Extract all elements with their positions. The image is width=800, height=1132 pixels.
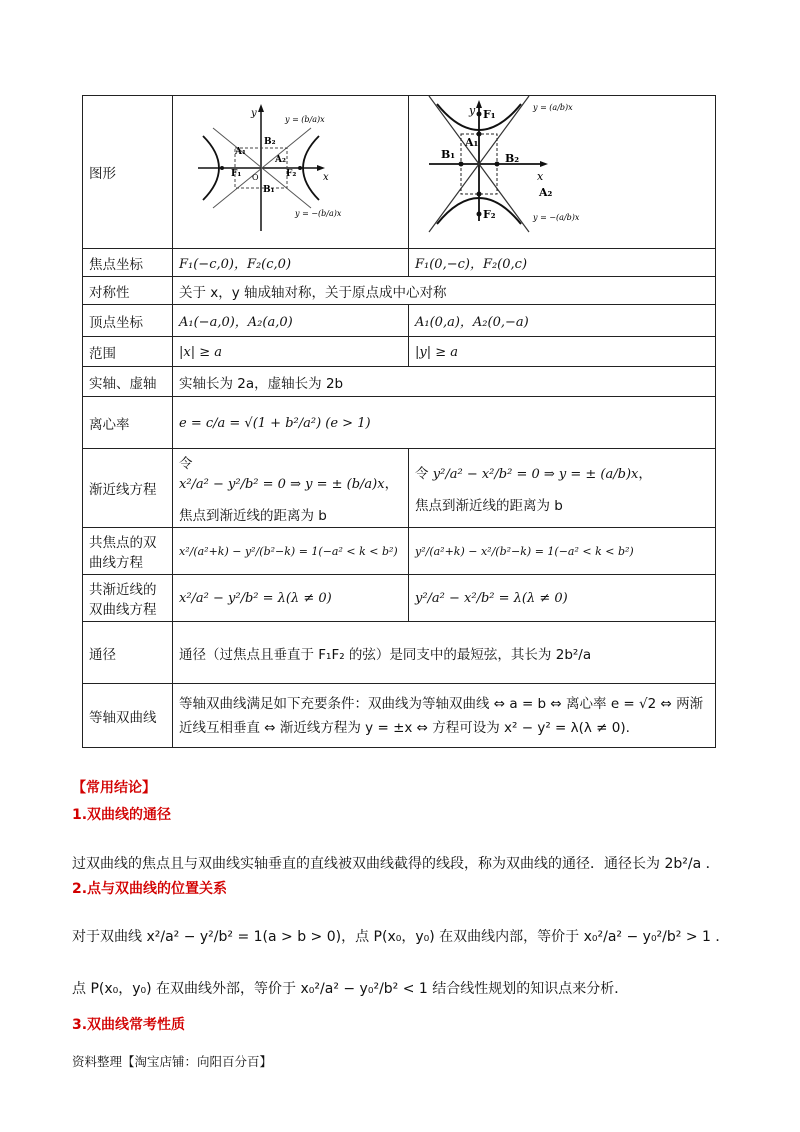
latus-text: 通径（过焦点且垂直于 F₁F₂ 的弦）是同支中的最短弦，其长为 2b²/a: [173, 622, 716, 684]
graph-label-F2: F₂: [483, 208, 496, 221]
row-symmetry: [83, 277, 716, 305]
graph-label-F1: F₁: [231, 169, 242, 179]
asymptote-right-prefix: 令: [415, 466, 429, 482]
label-latus: 通径: [83, 622, 173, 684]
section-2-line-2: 点 P(x₀，y₀) 在双曲线外部，等价于 x₀²/a² − y₀²/b² < 1 结合线性规划的知识点来分析．: [72, 981, 629, 997]
asymptote-left-distance: 焦点到渐近线的距离为 b: [179, 508, 327, 524]
axes-text: 实轴长为 2a，虚轴长为 2b: [173, 367, 716, 397]
range-right: |y| ≥ a: [415, 344, 459, 360]
label-asymptote: 渐近线方程: [83, 449, 173, 528]
label-symmetry: 对称性: [83, 277, 173, 305]
label-axes: 实轴、虚轴: [83, 367, 173, 397]
foci-right: F₁(0,−c)，F₂(0,c): [415, 257, 528, 272]
foci-left: F₁(−c,0)，F₂(c,0): [179, 257, 292, 272]
asymptote-right-distance: 焦点到渐近线的距离为 b: [415, 498, 563, 514]
graph-label-F2: F₂: [286, 169, 297, 179]
conclusions-heading: 【常用结论】: [72, 780, 156, 796]
graph-label-x: x: [323, 172, 329, 183]
eccentricity-formula: e = c/a = √(1 + b²/a²) (e > 1): [179, 415, 371, 431]
label-foci: 焦点坐标: [83, 249, 173, 277]
row-coasymptote: [83, 575, 716, 622]
row-vertices: [83, 305, 716, 337]
graph-label-B1: B₁: [263, 185, 275, 195]
graph-label-F1: F₁: [483, 108, 496, 121]
label-equilateral: 等轴双曲线: [83, 684, 173, 748]
graph-label-y: y: [251, 108, 257, 119]
row-cofocal: [83, 528, 716, 575]
graph-label-y: y: [469, 104, 476, 117]
vertices-right: A₁(0,a)，A₂(0,−a): [415, 315, 529, 330]
graph-label-A1: A₁: [235, 147, 246, 157]
section-2-line-1: 对于双曲线 x²/a² − y²/b² = 1(a > b > 0)，点 P(x₀，y₀) 在双曲线内部，等价于 x₀²/a² − y₀²/b² > 1 ．: [72, 929, 730, 945]
row-figure: [83, 96, 716, 249]
graph-asymptote-bottom: y = −(b/a)x: [295, 209, 342, 218]
row-eccentricity: [83, 397, 716, 449]
asymptote-left-formula: x²/a² − y²/b² = 0 ⇒ y = ± (b/a)x: [179, 477, 385, 492]
asymptote-right-cell: 令 y²/a² − x²/b² = 0 ⇒ y = ± (a/b)x， 焦点到渐近线的距离为 b: [409, 449, 716, 528]
section-1-text: 过双曲线的焦点且与双曲线实轴垂直的直线被双曲线截得的线段，称为双曲线的通径．通径长为 2b²/a ．: [72, 856, 720, 872]
section-3-title: 3.双曲线常考性质: [72, 1017, 186, 1033]
graph-asymptote-bottom: y = −(a/b)x: [533, 213, 580, 222]
graph-label-A2: A₂: [275, 155, 286, 165]
label-vertices: 顶点坐标: [83, 305, 173, 337]
graph-asymptote-top: y = (a/b)x: [533, 103, 573, 112]
label-range: 范围: [83, 337, 173, 367]
row-latus: [83, 622, 716, 684]
graph-asymptote-top: y = (b/a)x: [285, 115, 325, 124]
coasymptote-left: x²/a² − y²/b² = λ(λ ≠ 0): [179, 591, 332, 606]
asymptote-left-cell: 令 x²/a² − y²/b² = 0 ⇒ y = ± (b/a)x， 焦点到渐近线的距离为 b: [173, 449, 409, 528]
graph-vertical-hyperbola: [409, 96, 716, 249]
graph-label-A2: A₂: [539, 186, 553, 199]
asymptote-right-formula: y²/a² − x²/b² = 0 ⇒ y = ± (a/b)x: [432, 467, 639, 482]
label-coasymptote: 共渐近线的双曲线方程: [83, 575, 173, 622]
horizontal-hyperbola-figure: [173, 96, 407, 244]
graph-label-x: x: [537, 170, 544, 183]
vertices-left: A₁(−a,0)，A₂(a,0): [179, 315, 293, 330]
section-1-title: 1.双曲线的通径: [72, 807, 172, 823]
label-cofocal: 共焦点的双曲线方程: [83, 528, 173, 575]
vertical-hyperbola-figure: [409, 96, 714, 244]
row-foci: [83, 249, 716, 277]
label-figure: 图形: [83, 96, 173, 249]
cofocal-right: y²/(a²+k) − x²/(b²−k) = 1(−a² < k < b²): [415, 545, 634, 558]
symmetry-text: 关于 x，y 轴成轴对称，关于原点成中心对称: [173, 277, 716, 305]
footer-source: 资料整理【淘宝店铺：向阳百分百】: [72, 1054, 273, 1069]
graph-label-A1: A₁: [465, 136, 479, 149]
cofocal-left: x²/(a²+k) − y²/(b²−k) = 1(−a² < k < b²): [179, 545, 398, 558]
graph-horizontal-hyperbola: [173, 96, 409, 249]
row-axes: [83, 367, 716, 397]
graph-label-B2: B₂: [264, 137, 276, 147]
section-2-title: 2.点与双曲线的位置关系: [72, 881, 228, 897]
row-asymptote: [83, 449, 716, 528]
graph-label-B2: B₂: [505, 152, 520, 165]
label-eccentricity: 离心率: [83, 397, 173, 449]
graph-label-B1: B₁: [441, 148, 456, 161]
row-equilateral: [83, 684, 716, 748]
properties-table: [82, 95, 716, 748]
row-range: [83, 337, 716, 367]
equilateral-text: 等轴双曲线满足如下充要条件：双曲线为等轴双曲线 ⇔ a = b ⇔ 离心率 e = √2 ⇔ 两渐近线互相垂直 ⇔ 渐近线方程为 y = ±x ⇔ 方程可设为 x² − y² = λ(λ ≠ 0).: [173, 684, 716, 748]
coasymptote-right: y²/a² − x²/b² = λ(λ ≠ 0): [415, 591, 568, 606]
range-left: |x| ≥ a: [179, 344, 222, 360]
graph-label-O: O: [252, 173, 259, 182]
asymptote-left-prefix: 令: [179, 456, 193, 472]
